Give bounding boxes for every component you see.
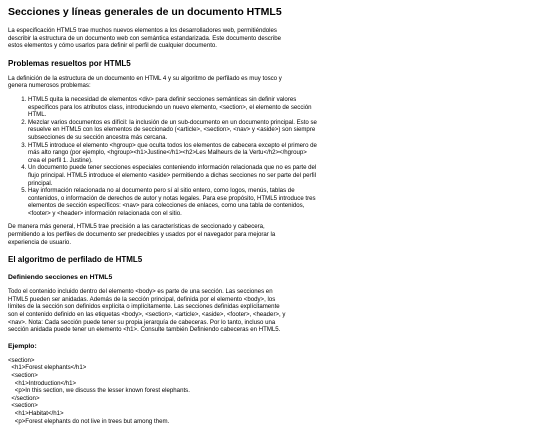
intro-paragraph: La especificación HTML5 trae muchos nuevos elementos a los desarrolladores web, permitiéndoles describir la estructura de un documento web con semántica estandarizada. Este documento describe estos elementos y cómo usarlos para definir el perfil de cualquier documento. bbox=[8, 27, 282, 50]
code-line: <section> bbox=[8, 372, 38, 379]
code-line: <p>Forest elephants do not live in trees but among them. bbox=[8, 417, 170, 425]
list-item: 4. Un documento puede tener secciones especiales conteniendo información relacionada que no es parte del flujo principal. HTML5 introduce el elemento <aside> permitiendo a dichas secciones no ser parte del perfil principal. bbox=[28, 164, 318, 187]
code-line: <h1>Introduction</h1> bbox=[8, 379, 77, 387]
code-example bbox=[8, 357, 532, 425]
problems-paragraph: La definición de la estructura de un documento en HTML 4 y su algoritmo de perfilado es muy tosco y genera numerosos problemas: bbox=[8, 74, 282, 90]
code-line: </section> bbox=[8, 394, 40, 402]
code-line: <section> bbox=[8, 356, 35, 364]
section-heading-algorithm: El algoritmo de perfilado de HTML5 bbox=[8, 255, 143, 265]
example-label: Ejemplo: bbox=[8, 342, 37, 350]
subheading-defining-sections: Definiendo secciones en HTML5 bbox=[8, 274, 113, 282]
list-item: 5. Hay información relacionada no al documento pero sí al sitio entero, como logos, menús, tablas de contenidos, o información de derechos de autor y notas legales. Para ese propósito, HTML5 introduce tres elementos de sección específicos: <nav> para colecciones de enlaces, como una tabla de contenidos, <footer> y <header> información relacionada con el sitio. bbox=[28, 187, 318, 217]
code-line: <h1>Forest elephants</h1> bbox=[8, 364, 87, 372]
problems-list bbox=[8, 96, 318, 218]
page-title: Secciones y líneas generales de un documento HTML5 bbox=[8, 6, 282, 18]
section-heading-problems: Problemas resueltos por HTML5 bbox=[8, 58, 131, 68]
sections-paragraph: Todo el contenido incluido dentro del elemento <body> es parte de una sección. Las secciones en HTML5 pueden ser anidadas. Además de la sección principal, definida por el elemento <body>, los límites de la sección son definidos explícita o implícitamente. Las secciones definidas explícitamente son el contenido definido en las etiquetas <body>, <section>, <article>, <aside>, <footer>, <header>, y <nav>. Nota: Cada sección puede tener su propia jerarquía de cabeceras. Por lo tanto, incluso una sección anidada puede tener un elemento <h1>. Consulte también Definiendo cabeceras en HTML5. bbox=[8, 288, 286, 334]
code-line: <p>In this section, we discuss the lesser known forest elephants. bbox=[8, 387, 190, 395]
code-line: <h1>Habitat</h1> bbox=[8, 409, 64, 417]
list-item: 3. HTML5 introduce el elemento <hgroup> que oculta todos los elementos de cabecera excepto el primero de más alto rango (por ejemplo, <hgroup><h1>Justine</h1><h2>Les Malheurs de la Vertu</h2></hgroup> crea el perfil 1. Justine). bbox=[28, 142, 318, 165]
code-line: <section> bbox=[8, 402, 38, 410]
list-item: 2. Mezclar varios documentos es difícil: la inclusión de un sub-documento en un documento principal. Esto se resuelve en HTML5 con los elementos de seccionado (<article>, <section>, <nav> y <aside>) son siempre subsecciones de su sección ancestra más cercana. bbox=[28, 119, 318, 142]
closing-paragraph: De manera más general, HTML5 trae precisión a las características de seccionado y cabecera, permitiendo a los perfiles de documento ser predecibles y usados por el navegador para mejorar la experiencia de usuario. bbox=[8, 223, 276, 246]
list-item: 1. HTML5 quita la necesidad de elementos <div> para definir secciones semánticas sin definir valores específicos para los atributos class, introduciendo un nuevo elemento, <section>, el elemento de sección HTML. bbox=[28, 96, 318, 119]
